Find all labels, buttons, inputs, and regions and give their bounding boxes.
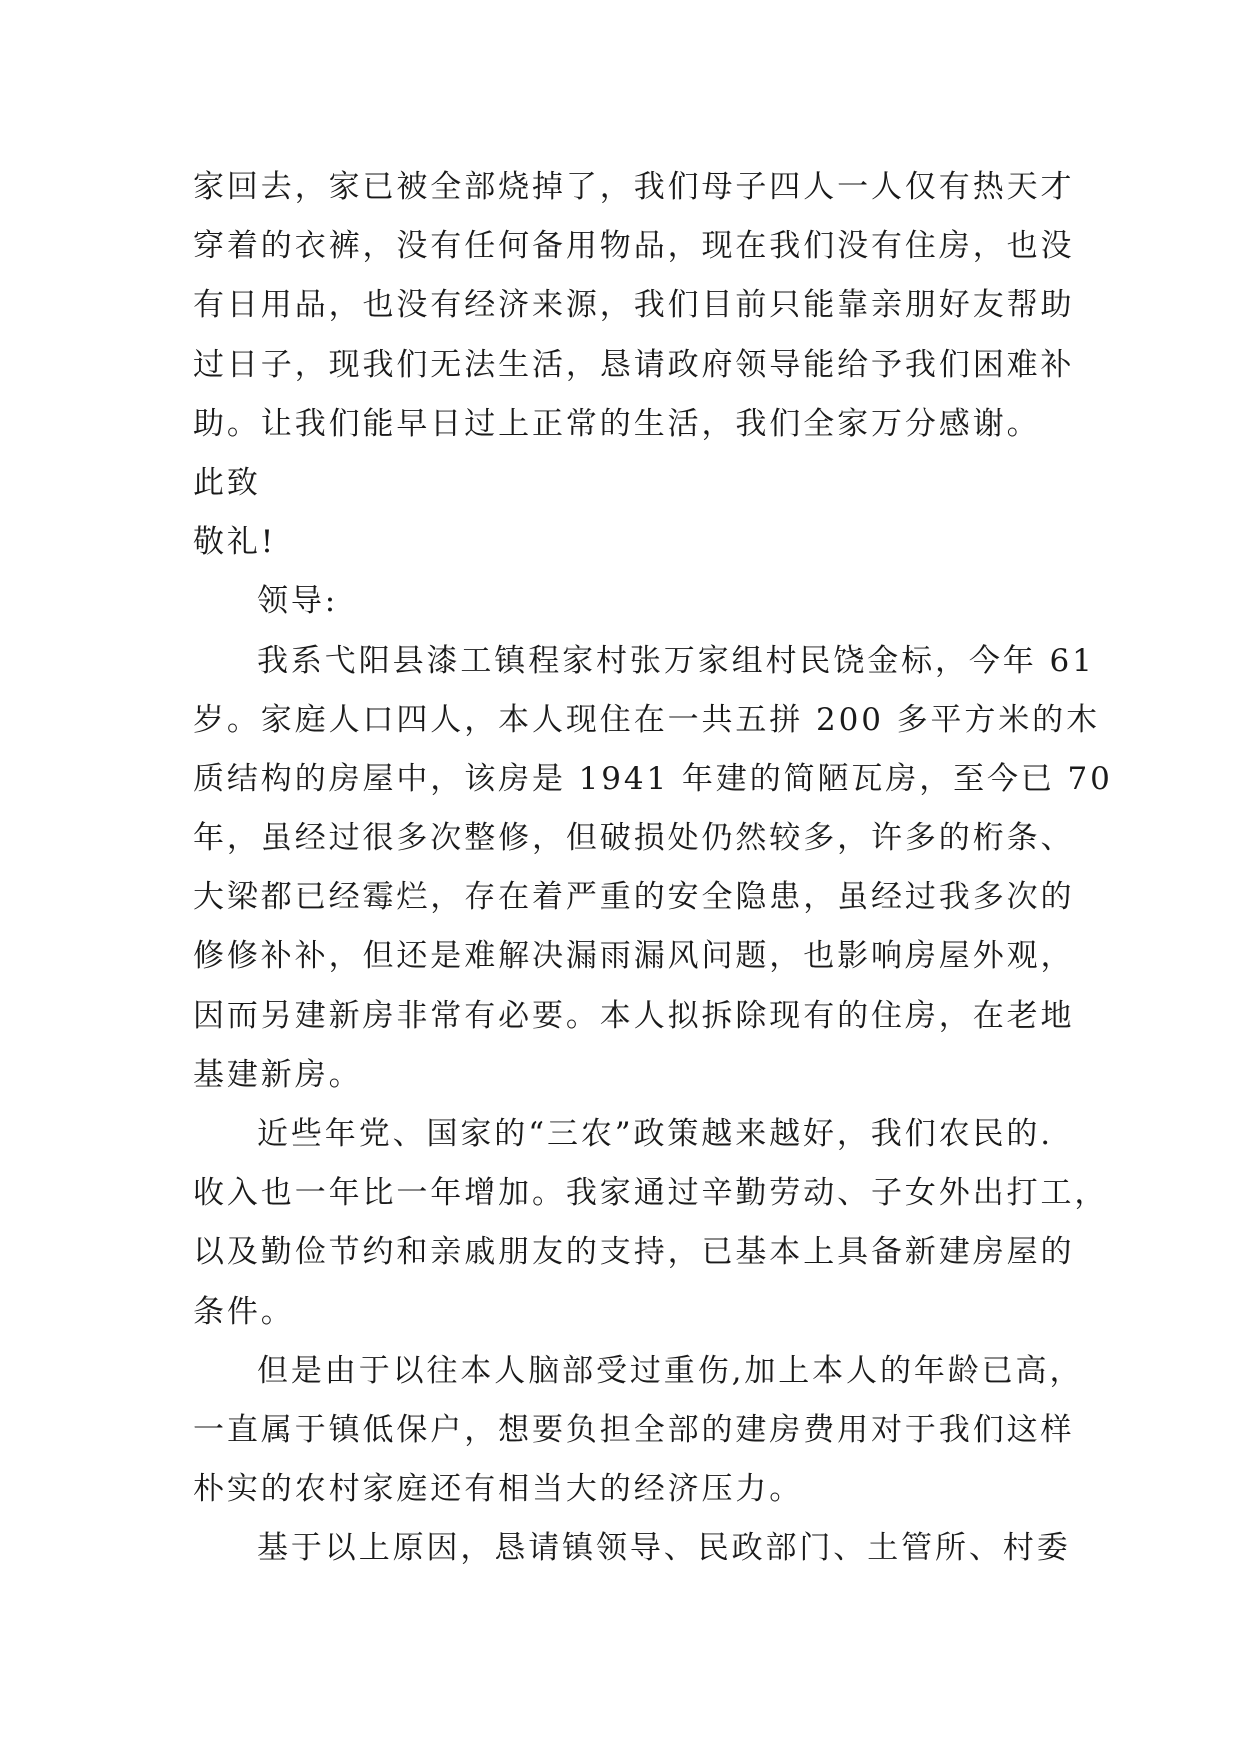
text-line: 助。让我们能早日过上正常的生活，我们全家万分感谢。 [193,405,1041,442]
text-line: 收入也一年比一年增加。我家通过辛勤劳动、子女外出打工， [193,1175,1109,1212]
text-line: 敬礼! [193,524,277,561]
text-line: 大梁都已经霉烂，存在着严重的安全隐患，虽经过我多次的 [193,879,1075,916]
text-line: 此致 [193,464,261,501]
text-line: 质结构的房屋中，该房是 1941 年建的简陋瓦房，至今已 70 [193,760,1113,797]
text-line: 有日用品，也没有经济来源，我们目前只能靠亲朋好友帮助 [193,287,1075,324]
text-line: 朴实的农村家庭还有相当大的经济压力。 [193,1471,804,1508]
text-line: 一直属于镇低保户，想要负担全部的建房费用对于我们这样 [193,1411,1075,1448]
text-line: 基建新房。 [193,1056,363,1093]
text-line: 但是由于以往本人脑部受过重伤,加上本人的年龄已高， [257,1352,1084,1389]
text-line: 过日子，现我们无法生活，恳请政府领导能给予我们困难补 [193,346,1075,383]
text-line: 领导: [257,583,339,620]
text-line: 我系弋阳县漆工镇程家村张万家组村民饶金标，今年 61 [257,642,1095,679]
text-line: 年，虽经过很多次整修，但破损处仍然较多，许多的桁条、 [193,820,1075,857]
text-line: 修修补补，但还是难解决漏雨漏风问题，也影响房屋外观， [193,938,1075,975]
text-line: 基于以上原因，恳请镇领导、民政部门、土管所、村委 [257,1530,1071,1567]
text-line: 条件。 [193,1293,295,1330]
text-line: 因而另建新房非常有必要。本人拟拆除现有的住房，在老地 [193,997,1075,1034]
text-line: 家回去，家已被全部烧掉了，我们母子四人一人仅有热天才 [193,169,1075,205]
text-line: 近些年党、国家的“三农”政策越来越好，我们农民的. [257,1116,1054,1152]
document-body [193,158,1113,1579]
text-line: 以及勤俭节约和亲戚朋友的支持，已基本上具备新建房屋的 [193,1234,1075,1271]
text-line: 岁。家庭人口四人，本人现住在一共五拼 200 多平方米的木 [193,701,1100,738]
text-line: 穿着的衣裤，没有任何备用物品，现在我们没有住房，也没 [193,228,1075,265]
